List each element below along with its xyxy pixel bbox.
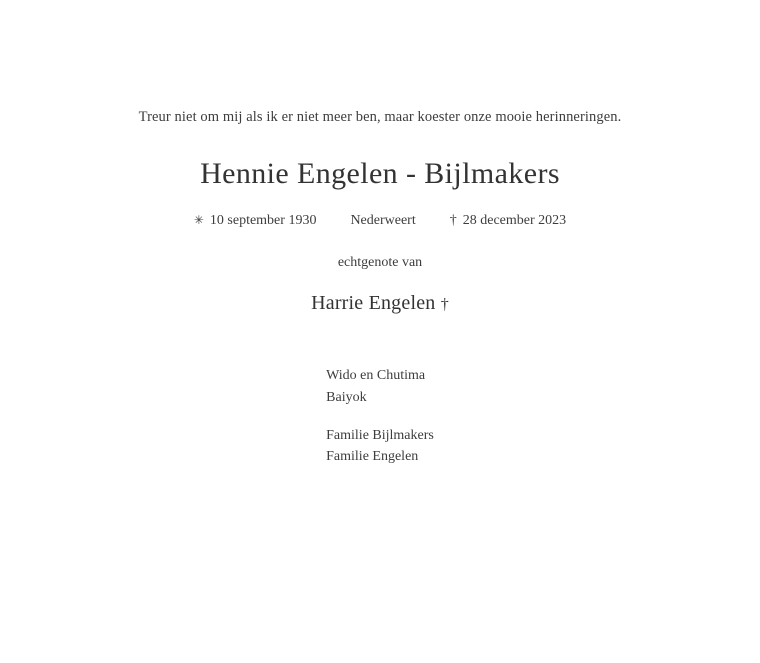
relation-label: echtgenote van	[337, 255, 423, 271]
spouse-name: Harrie Engelen	[311, 292, 436, 315]
birth-info	[194, 213, 317, 229]
birth-date: 10 september 1930	[209, 213, 317, 229]
survivor-group	[326, 365, 434, 408]
death-date: 28 december 2023	[462, 213, 567, 229]
survivor-line: Familie Engelen	[326, 449, 419, 465]
birth-star-icon: ✳	[193, 213, 204, 228]
place-of-origin: Nederweert	[350, 213, 416, 229]
epitaph-text: Treur niet om mij als ik er niet meer ben, maar koester onze mooie herinneringen.	[138, 109, 622, 125]
survivor-line: Familie Bijlmakers	[326, 427, 434, 443]
survivor-group	[326, 425, 434, 468]
death-cross-icon: †	[449, 213, 457, 229]
deceased-name: Hennie Engelen - Bijlmakers	[200, 157, 560, 191]
survivors-section	[0, 315, 760, 468]
spouse-cross-icon: †	[440, 296, 449, 314]
memorial-card	[0, 107, 760, 663]
life-dates	[0, 213, 760, 229]
survivors-list	[326, 365, 434, 468]
survivor-line: Baiyok	[326, 389, 367, 405]
death-info	[450, 213, 566, 229]
survivor-line: Wido en Chutima	[326, 368, 426, 384]
spouse-row	[0, 292, 760, 315]
